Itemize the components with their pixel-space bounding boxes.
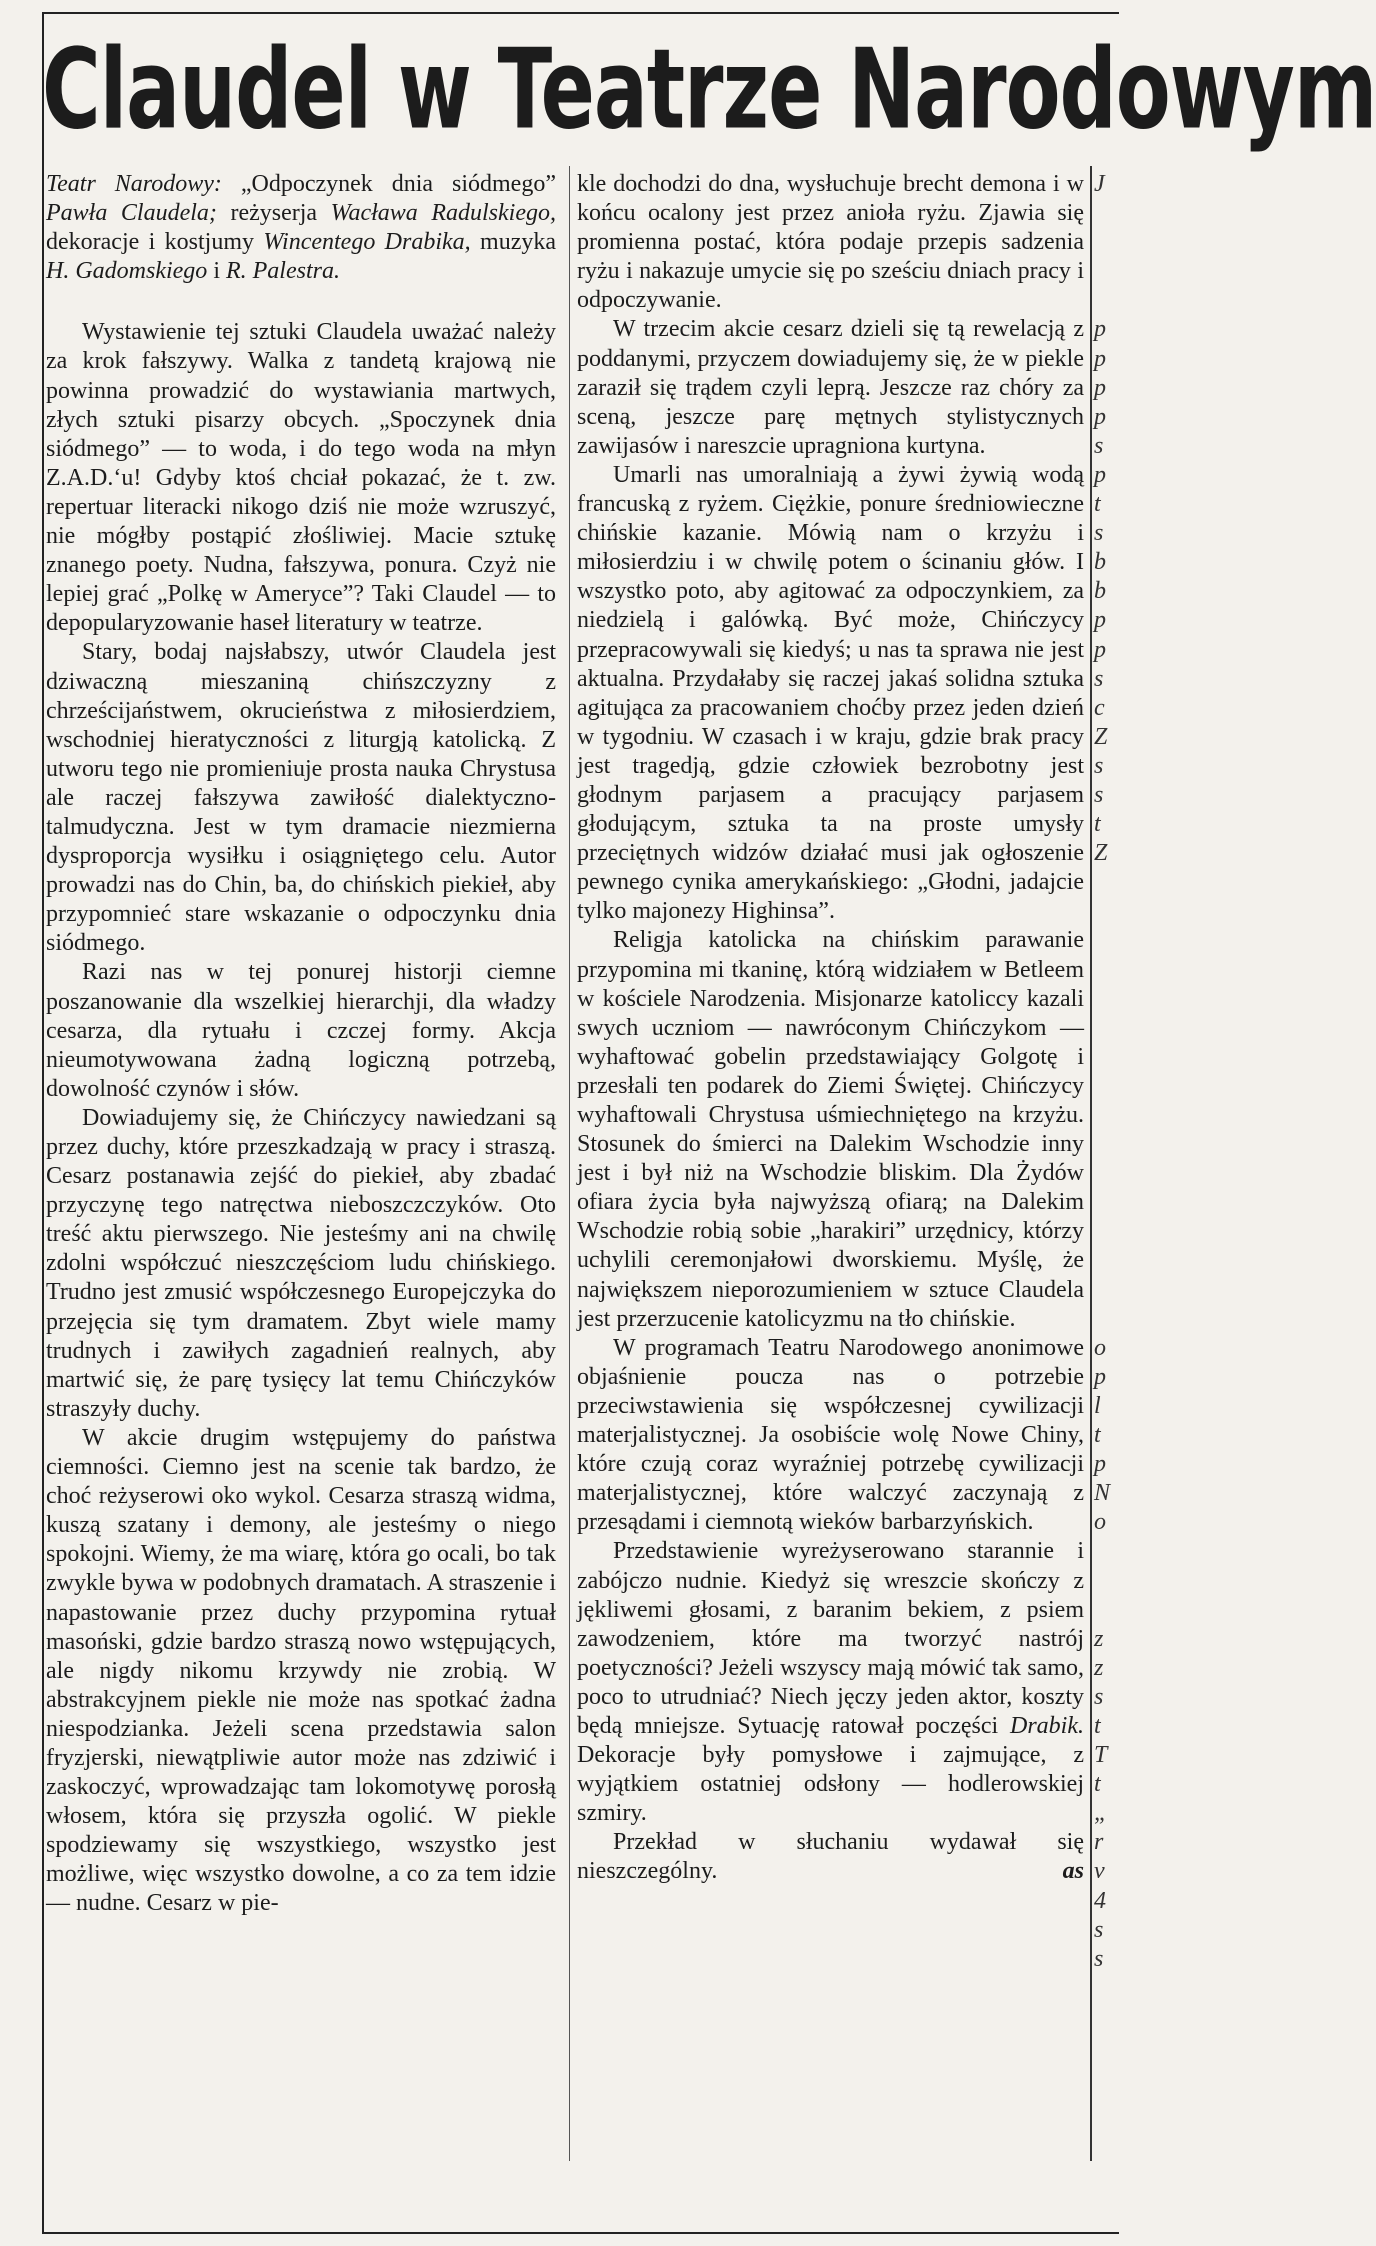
paragraph: Wystawienie tej sztuki Claudela uważać należy za krok fałszywy. Walka z tandetą krajową nie powinna prowadzić do wystawiania martwych, złych sztuki pisarzy obcych. „Spoczynek dnia siódmego” — to woda, i do tego woda na młyn Z.A.D.‘u! Gdyby ktoś chciał pokazać, że t. zw. repertuar literacki nikogo dziś nie może wzruszyć, nie mógłby postąpić złośliwiej. Macie sztukę znanego poety. Nudna, fałszywa, ponura. Czyż nie lepiej grać „Polkę w Ameryce”? Taki Claudel — to depopularyzowanie haseł literatury w teatrze.	[46, 319, 556, 637]
article-headline: Claudel w Teatrze Narodowym	[42, 25, 1376, 154]
edge-letter: 4	[1094, 1887, 1106, 1914]
edge-letter: s	[1094, 752, 1104, 779]
edge-letter: „	[1094, 1800, 1108, 1827]
edge-letter	[1094, 1188, 1119, 1217]
author-signature: as	[1062, 1858, 1084, 1885]
edge-letter	[1094, 286, 1119, 315]
paragraph: Stary, bodaj najsłabszy, utwór Claudela jest dziwaczną mieszaniną chińszczyzny z chrześcijaństwem, okrucieństwa z miłosierdziem, wschodniej hieratyczności z liturgją katolicką. Z utworu tego nie promieniuje prosta nauka Chrystusa ale raczej fałszywa zawiłość dialektyczno-talmudyczna. Jest w tym dramacie niezmierna dysproporcja wysiłku i osiągniętego celu. Autor prowadzi nas do Chin, ba, do chińskich piekieł, aby przypomnieć stare wskazanie o odpoczynku dnia siódmego.	[46, 639, 556, 957]
paragraph-text: Dekoracje były pomysłowe i zajmujące, z wyjątkiem ostatniej odsłony — hodlerowskiej szmiry.	[577, 1742, 1084, 1827]
designer-mention: Drabik.	[1010, 1712, 1084, 1739]
edge-letter: t	[1094, 811, 1101, 838]
edge-letter: s	[1094, 1945, 1104, 1972]
edge-letter	[1094, 897, 1119, 926]
edge-letter: b	[1094, 578, 1106, 605]
edge-letter: N	[1094, 1480, 1111, 1507]
edge-letter: c	[1094, 694, 1105, 721]
edge-letter: p	[1094, 345, 1106, 372]
credit-designer: Wincentego Drabika,	[263, 229, 471, 256]
edge-letter	[1094, 199, 1119, 228]
credit-music-label: muzyka	[470, 229, 557, 256]
edge-letter: t	[1094, 1422, 1101, 1449]
edge-letter: z	[1094, 1625, 1104, 1652]
bottom-rule	[42, 2232, 1119, 2234]
paragraph	[577, 1537, 1084, 1828]
edge-letter: p	[1094, 607, 1106, 634]
edge-letter: p	[1094, 403, 1106, 430]
edge-letter	[1094, 1305, 1119, 1334]
edge-letter	[1094, 1014, 1119, 1043]
edge-letter	[1094, 1246, 1119, 1275]
edge-letter: p	[1094, 1451, 1106, 1478]
paragraph: Umarli nas umoralniają a żywi żywią wodą francuską z ryżem. Ciężkie, ponure średniowieczne chińskie kazanie. Mówią nam o krzyżu i miłosierdziu i w chwilę potem o ścinaniu głów. I wszystko poto, aby agitować za odpoczynkiem, za niedzielą i galówką. Być może, Chińczycy przepracowywali się kiedyś; u nas ta sprawa nie jest aktualna. Przydałaby się raczej jakaś solidna sztuka agitująca za pracowaniem choćby przez jeden dzień w tygodniu. W czasach i w kraju, gdzie brak pracy jest tragedją, gdzie człowiek bezrobotny jest głodnym parjasem a pracujący parjasem głodującym, sztuka ta na proste umysły przeciętnych widzów działać musi jak ogłoszenie pewnego cynika amerykańskiego: „Głodni, jadajcie tylko majonezy Highinsa”.	[577, 461, 1084, 925]
edge-letter: t	[1094, 491, 1101, 518]
edge-letter	[1094, 228, 1119, 257]
edge-letter: p	[1094, 636, 1106, 663]
edge-letter	[1094, 1101, 1119, 1130]
credit-direction-label: reżyserja	[216, 200, 331, 227]
edge-letter	[1094, 1567, 1119, 1596]
paragraph: W trzecim akcie cesarz dzieli się tą rewelacją z poddanymi, przyczem dowiadujemy się, że w piekle zaraził się trądem czyli leprą. Jeszcze raz chóry za sceną, jeszcze parę mętnych stylistycznych zawijasów i nareszcie upragniona kurtyna.	[577, 316, 1084, 459]
credit-director: Wacława Radulskiego,	[330, 200, 556, 227]
edge-letter: Z	[1094, 840, 1108, 867]
edge-letter	[1094, 926, 1119, 955]
edge-letter: t	[1094, 1712, 1101, 1739]
edge-letter	[1094, 1072, 1119, 1101]
edge-letter: s	[1094, 781, 1104, 808]
edge-letter: b	[1094, 549, 1106, 576]
credit-and: i	[207, 258, 226, 285]
edge-letter: r	[1094, 1829, 1104, 1856]
edge-letter	[1094, 1130, 1119, 1159]
edge-letter	[1094, 1043, 1119, 1072]
edge-letter	[1094, 257, 1119, 286]
edge-letter	[1094, 1596, 1119, 1625]
edge-letter: s	[1094, 665, 1104, 692]
edge-letter: p	[1094, 374, 1106, 401]
edge-letter: J	[1094, 171, 1105, 197]
paragraph: W akcie drugim wstępujemy do państwa ciemności. Ciemno jest na scenie tak bardzo, że choć reżyserowi oko wykol. Cesarza straszą widma, kuszą szatany i demony, ale jesteśmy o niego spokojni. Wiemy, że ma wiarę, która go ocali, bo tak zwykle bywa w podobnych dramatach. A straszenie i napastowanie przez duchy przypomina rytuał masoński, gdzie bardzo straszą nowo wstępujących, ale nigdy nikomu krzywdy nie zrobią. W abstrakcyjnem piekle nie może nas spotkać żadna niespodzianka. Jeżeli scena przedstawia salon fryzjerski, niewątpliwie autor może nas zdziwić i zaskoczyć, wprowadzając tam lokomotywę porosłą włosem, która się przyszła ogolić. W piekle spodziewamy się wszystkiego, wszystko jest możliwe, więc wszystko dowolne, a co za tem idzie — nudne. Cesarz w pie-	[46, 1424, 556, 1917]
paragraph	[577, 1828, 1084, 1886]
credit-play-title: „Odpoczynek dnia siódmego”	[221, 171, 556, 197]
credit-author: Pawła Claudela;	[46, 200, 217, 227]
edge-letter: z	[1094, 1654, 1104, 1681]
credit-composer-2: R. Palestra.	[225, 258, 340, 285]
edge-letter	[1094, 1537, 1119, 1566]
credit-sets-label: dekoracje i kostjumy	[46, 229, 264, 256]
edge-letter: p	[1094, 316, 1106, 343]
production-credits	[46, 170, 556, 286]
edge-letter: v	[1094, 1858, 1105, 1885]
edge-letter: s	[1094, 432, 1104, 459]
paragraph-text: Przekład w słuchaniu wydawał się nieszczególny.	[577, 1829, 1084, 1885]
edge-letter	[1094, 1217, 1119, 1246]
credit-theatre: Teatr Narodowy:	[46, 171, 222, 197]
edge-letter: t	[1094, 1771, 1101, 1798]
article-column-right	[577, 170, 1084, 1887]
edge-letter	[1094, 1159, 1119, 1188]
paragraph-continuation: kle dochodzi do dna, wysłuchuje brecht demona i w końcu ocalony jest przez anioła ryżu. Zjawia się promienna postać, która podaje przepis sadzenia ryżu i nakazuje umycie się po sześciu dniach pracy i odpoczywanie.	[577, 171, 1084, 314]
right-column-divider	[1090, 166, 1092, 2161]
paragraph: Religja katolicka na chińskim parawanie przypomina mi tkaninę, którą widziałem w Betleem w kościele Narodzenia. Misjonarze katoliccy kazali swych uczniom — nawróconym Chińczykom — wyhaftować gobelin przedstawiający Golgotę i przesłali ten podarek do Ziemi Świętej. Chińczycy wyhaftowali Chrystusa uśmiechniętego na krzyżu. Stosunek do śmierci na Dalekim Wschodzie inny jest i był niż na Wschodzie bliskim. Dla Żydów ofiara życia była najwyższą ofiarą; na Dalekim Wschodzie robią sobie „harakiri” urzędnicy, którzy uchylili ceremonjałowi dworskiemu. Myślę, że największem nieporozumieniem w sztuce Claudela jest przerzucenie katolicyzmu na tło chińskie.	[577, 927, 1084, 1332]
article-column-left	[46, 170, 556, 1919]
edge-letter	[1094, 868, 1119, 897]
credit-composer-1: H. Gadomskiego	[46, 258, 208, 285]
edge-letter: s	[1094, 1683, 1104, 1710]
edge-letter: Z	[1094, 723, 1108, 750]
edge-letter	[1094, 956, 1119, 985]
adjacent-column-fragment	[1094, 170, 1119, 1974]
edge-letter	[1094, 1276, 1119, 1305]
edge-letter: p	[1094, 1363, 1106, 1390]
edge-letter: o	[1094, 1334, 1106, 1361]
edge-letter: o	[1094, 1509, 1106, 1536]
edge-letter: s	[1094, 520, 1104, 547]
edge-letter: p	[1094, 461, 1106, 488]
edge-letter	[1094, 985, 1119, 1014]
left-border-rule	[42, 12, 44, 2234]
paragraph: Dowiadujemy się, że Chińczycy nawiedzani są przez duchy, które przeszkadzają w pracy i straszą. Cesarz postanawia zejść do piekieł, aby zbadać przyczynę tego natręctwa nieboszczczyków. Oto treść aktu pierwszego. Nie jesteśmy ani na chwilę zdolni współczuć nieszczęściom ludu chińskiego. Trudno jest zmusić współczesnego Europejczyka do przejęcia się tym dramatem. Zbyt wiele mamy trudnych i zawiłych zagadnień realnych, aby martwić się, że parę tysięcy lat temu Chińczyków straszyły duchy.	[46, 1104, 556, 1422]
paragraph: Razi nas w tej ponurej historji ciemne poszanowanie dla wszelkiej hierarchji, dla władzy cesarza, dla rytuału i czczej formy. Akcja nieumotywowana żadną logiczną potrzebą, dowolność czynów i słów.	[46, 959, 556, 1102]
paragraph-text: Przedstawienie wyreżyserowano starannie i zabójczo nudnie. Kiedyż się wreszcie skończy z jękliwemi głosami, z baranim bekiem, z psiem zawodzeniem, które ma tworzyć nastrój poetyczności? Jeżeli wszyscy mają mówić tak samo, poco to utrudniać? Niech jęczy jeden aktor, koszty będą mniejsze. Sytuację ratował poczęści	[577, 1538, 1084, 1739]
column-divider	[569, 166, 570, 2161]
edge-letter: s	[1094, 1916, 1104, 1943]
edge-letter: T	[1094, 1742, 1108, 1769]
edge-letter: l	[1094, 1392, 1101, 1419]
paragraph: W programach Teatru Narodowego anonimowe objaśnienie poucza nas o potrzebie przeciwstawienia się współczesnej cywilizacji materjalistycznej. Ja osobiście wolę Nowe Chiny, które czują coraz wyraźniej potrzebę cywilizacji materjalistycznej, które walczyć zaczynają z przesądami i ciemnotą wieków barbarzyńskich.	[577, 1334, 1084, 1536]
